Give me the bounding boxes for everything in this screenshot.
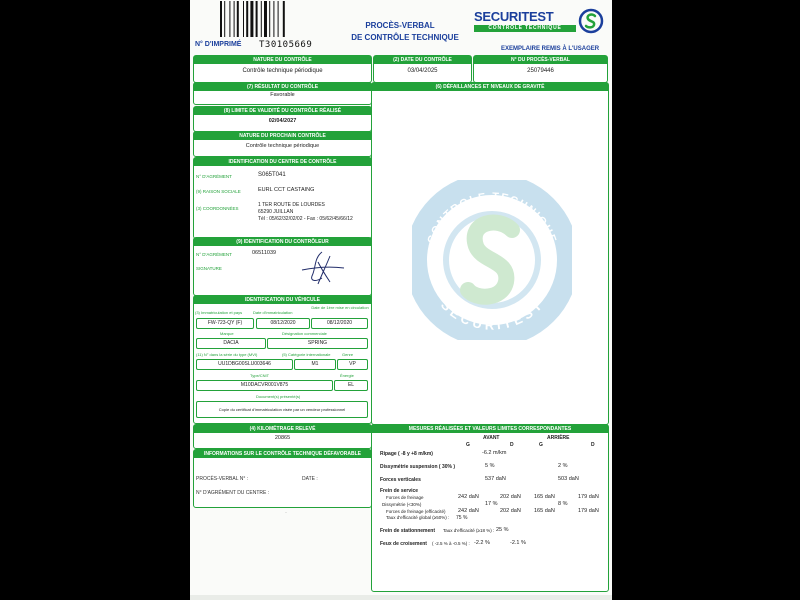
nature-header: NATURE DU CONTRÔLE [194, 56, 371, 64]
barcode-icon [220, 1, 296, 39]
controleur-agrement-value: 06511039 [252, 250, 277, 256]
infos-defavorable-header: INFORMATIONS SUR LE CONTRÔLE TECHNIQUE DÉFAVORABLE [194, 450, 371, 458]
resultat-header: (7) RÉSULTAT DU CONTRÔLE [194, 83, 371, 91]
signature-label: SIGNATURE [196, 266, 222, 271]
ff-avant-d: 202 daN [500, 494, 521, 500]
defav-centre-label: N° D'AGRÉMENT DU CENTRE : [196, 490, 270, 496]
frein-service-label: Frein de service [380, 488, 419, 494]
ffe-avant-d: 202 daN [500, 508, 521, 514]
centre-box [193, 157, 372, 239]
mesures-header: MESURES RÉALISÉES ET VALEURS LIMITES CORRESPONDANTES [372, 425, 608, 433]
centre-agrement-value: S065T041 [258, 172, 286, 178]
genre-label: Genre [342, 352, 354, 357]
date-immat-field: 08/12/2020 [256, 318, 310, 329]
watermark-top-text: CONTROLE TECHNIQUE [425, 190, 559, 246]
date-controle-value: 03/04/2025 [407, 68, 438, 74]
arriere-d-label: D [591, 442, 595, 448]
ripage-avant: -6.2 m/km [482, 450, 507, 456]
immat-label: (3) Immatriculation et pays [195, 310, 243, 315]
centre-coord-line2: 65290 JUILLAN [258, 209, 294, 215]
centre-coord-line3: Tél : 05/62/32/02/02 - Fax : 05/62/45/66/12 [258, 216, 353, 222]
printed-number: T30105669 [259, 40, 313, 50]
limite-header: (8) LIMITE DE VALIDITÉ DU CONTRÔLE RÉALISÉ [194, 107, 371, 115]
dissym-arriere: 8 % [558, 501, 568, 507]
vehicule-header: IDENTIFICATION DU VÉHICULE [194, 296, 371, 304]
categorie-label: (5) Catégorie internationale [282, 352, 331, 357]
centre-coord-line1: 1 TER ROUTE DE LOURDES [258, 202, 325, 208]
document-title-line1: PROCÈS-VERBAL [365, 21, 435, 30]
documents-label: Document(s) présenté(s) [256, 394, 301, 399]
stationnement-sub: Taux d'efficacité (≥18 %) : [443, 528, 495, 533]
energie-label: Énergie [340, 373, 354, 378]
brand-logo [474, 9, 553, 24]
taux-label: Taux d'efficacité global (≥50%) : [386, 515, 450, 520]
dissym-label: Dissymétrie (<30%) [382, 502, 422, 507]
defaillances-header: (6) DÉFAILLANCES ET NIVEAUX DE GRAVITÉ [372, 83, 608, 91]
type-cnit-field: M10DACVR001V875 [196, 380, 333, 391]
limite-value: 02/04/2027 [268, 118, 297, 124]
kilometrage-value: 20865 [274, 435, 291, 441]
kilometrage-header: (4) KILOMÉTRAGE RELEVÉ [194, 425, 371, 433]
type-mine-field: UU1DBG00SLU003646 [196, 359, 293, 370]
forces-vert-label: Forces verticales [380, 477, 421, 483]
brand-name: SECURITEST [474, 9, 554, 24]
watermark-seal-icon [412, 180, 572, 340]
defav-date-label: DATE : [302, 476, 318, 482]
ff-arriere-g: 165 daN [534, 494, 555, 500]
defav-pv-label: PROCÈS-VERBAL N° : [196, 476, 249, 482]
stationnement-label: Frein de stationnement [380, 528, 436, 534]
date-first-field: 08/12/2020 [311, 318, 368, 329]
date-immat-label: Date d'immatriculation [253, 310, 293, 315]
signature-icon [292, 248, 352, 288]
forces-freinage-label: Forces de freinage [386, 495, 424, 500]
arriere-g-label: G [539, 442, 543, 448]
ffe-avant-g: 242 daN [458, 508, 479, 514]
ffe-arriere-d: 179 daN [578, 508, 599, 514]
dissym-susp-label: Dissymétrie suspension ( 30% ) [380, 464, 456, 470]
croisement-range: ( -2.5 % à -0.5 %) : [432, 541, 470, 546]
type-cnit-label: Type/CNIT [250, 373, 270, 378]
copy-label: EXEMPLAIRE REMIS À L'USAGER [501, 46, 600, 52]
stationnement-value: 25 % [496, 527, 509, 533]
categorie-field: M1 [294, 359, 336, 370]
ff-arriere-d: 179 daN [578, 494, 599, 500]
nature-value: Contrôle technique périodique [242, 68, 323, 74]
designation-field: SPRING [267, 338, 368, 349]
date-first-label: Date de 1ère mise en circulation [311, 305, 369, 310]
documents-field: Copie du certificat d'immatriculation visée par un vendeur professionnel [196, 401, 368, 418]
forces-vert-avant: 537 daN [485, 476, 506, 482]
marque-field: DACIA [196, 338, 266, 349]
document-title-line2: DE CONTRÔLE TECHNIQUE [351, 33, 459, 42]
croisement-d: -2.1 % [510, 540, 526, 546]
date-controle-header: (2) DATE DU CONTRÔLE [374, 56, 471, 64]
brand-tagline: CONTROLE TECHNIQUE [474, 25, 576, 32]
centre-raison-value: EURL CCT CASTAING [258, 187, 315, 193]
croisement-g: -2.2 % [474, 540, 490, 546]
pv-number-value: 25079446 [527, 68, 554, 74]
watermark-bottom-text: SECURITEST [438, 297, 547, 333]
ff-avant-g: 242 daN [458, 494, 479, 500]
ff-eff-label: Forces de freinage (efficacité) [386, 509, 446, 514]
pv-number-header: N° DU PROCÈS-VERBAL [474, 56, 607, 64]
securitest-logo-icon [578, 8, 604, 34]
taux-value: 75 % [456, 515, 468, 521]
forces-vert-arriere: 503 daN [558, 476, 579, 482]
designation-label: Désignation commerciale [282, 331, 327, 336]
avant-d-label: D [510, 442, 514, 448]
form-dot: · [285, 510, 287, 516]
centre-agrement-label: N° D'AGRÉMENT [196, 174, 232, 179]
prochain-value: Contrôle technique périodique [245, 143, 320, 149]
prochain-header: NATURE DU PROCHAIN CONTRÔLE [194, 132, 371, 140]
avant-g-label: G [466, 442, 470, 448]
resultat-value: Favorable [270, 92, 295, 98]
dissym-susp-avant: 5 % [485, 463, 495, 469]
energie-field: EL [334, 380, 368, 391]
type-mine-label: (11) N° dans la série du type (MVI) [196, 352, 258, 357]
croisement-label: Feux de croisement [380, 541, 427, 547]
printed-number-label: N° D'IMPRIMÉ [195, 41, 242, 48]
ripage-label: Ripage ( -8 y +8 m/km) [380, 451, 433, 457]
centre-raison-label: (9) RAISON SOCIALE [196, 189, 241, 194]
controleur-header: (9) IDENTIFICATION DU CONTRÔLEUR [194, 238, 371, 246]
controleur-agrement-label: N° D'AGRÉMENT [196, 252, 232, 257]
page-bottom-edge [190, 595, 612, 600]
document-page [190, 0, 612, 600]
dissym-avant: 17 % [485, 501, 498, 507]
mesures-avant-label: AVANT [483, 435, 500, 441]
ffe-arriere-g: 165 daN [534, 508, 555, 514]
genre-field: VP [337, 359, 368, 370]
marque-label: Marque [220, 331, 234, 336]
immat-field: FW-723-QY (F) [196, 318, 254, 329]
centre-coord-label: (3) COORDONNÉES [196, 206, 239, 211]
centre-header: IDENTIFICATION DU CENTRE DE CONTRÔLE [194, 158, 371, 166]
mesures-arriere-label: ARRIÈRE [547, 435, 570, 441]
dissym-susp-arriere: 2 % [558, 463, 568, 469]
